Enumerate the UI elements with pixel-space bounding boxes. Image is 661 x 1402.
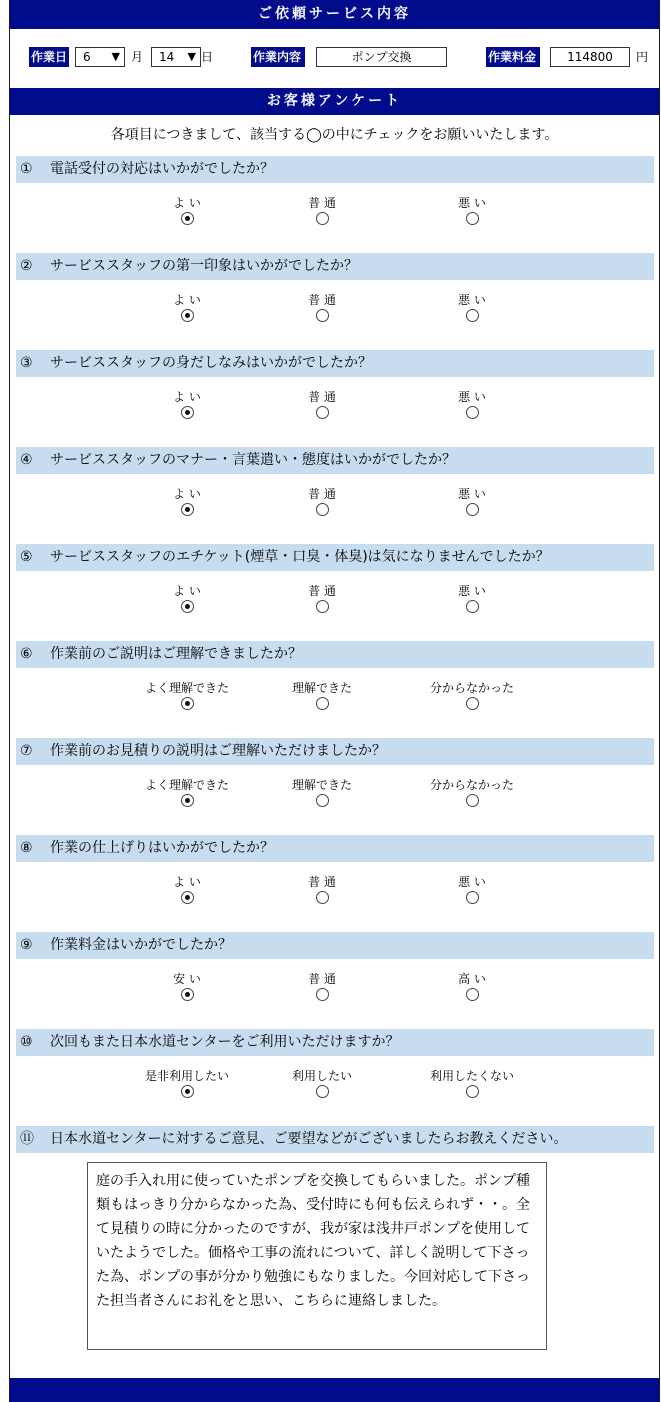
day-select[interactable] [151,47,201,67]
radio-option-label: よ い [173,196,201,210]
radio-button[interactable] [466,794,479,807]
radio-button[interactable] [466,988,479,1001]
radio-option[interactable] [262,972,382,1004]
radio-option[interactable] [412,1069,532,1101]
question-number: ⑪ [20,1131,34,1147]
service-content-header: ご依頼サービス内容 [10,0,659,29]
radio-button-checked[interactable] [181,600,194,613]
question-number: ④ [20,452,33,468]
radio-button[interactable] [466,600,479,613]
radio-option-label: 悪 い [458,584,486,598]
radio-button[interactable] [466,1085,479,1098]
question-text: サービススタッフのエチケット(煙草・口臭・体臭)は気になりませんでしたか？ [50,549,550,565]
radio-option-label: 悪 い [458,196,486,210]
radio-option[interactable] [262,584,382,616]
radio-option-label: よ い [173,390,201,404]
question-number: ⑩ [20,1034,33,1050]
question-text: 次回もまた日本水道センターをご利用いただけますか？ [50,1034,400,1050]
question-text: 日本水道センターに対するご意見、ご要望などがございましたらお教えください。 [50,1131,568,1147]
radio-button-checked[interactable] [181,309,194,322]
radio-option-label: 理解できた [291,778,352,792]
question-bar [16,253,654,280]
question-bar [16,1029,654,1056]
question-text: 作業前のご説明はご理解できましたか？ [50,646,302,662]
radio-option[interactable] [127,196,247,228]
question-number: ⑤ [20,549,33,565]
radio-button[interactable] [316,406,329,419]
question-text: 作業料金はいかがでしたか？ [50,937,232,953]
radio-option[interactable] [412,390,532,422]
radio-option-label: よ い [173,293,201,307]
question-number: ⑥ [20,646,33,662]
radio-button-checked[interactable] [181,406,194,419]
customer-survey-header: お客様アンケート [10,88,659,115]
radio-option[interactable] [412,196,532,228]
radio-button-checked[interactable] [181,697,194,710]
work-content-field: ポンプ交換 [316,47,447,67]
radio-button-checked[interactable] [181,1085,194,1098]
day-value: 14 [159,50,175,64]
month-value: 6 [83,50,91,64]
radio-button-checked[interactable] [181,988,194,1001]
radio-option[interactable] [262,293,382,325]
radio-option[interactable] [262,196,382,228]
radio-option[interactable] [127,778,247,810]
radio-option-label: 利用したい [291,1069,352,1083]
radio-option-label: よ い [173,487,201,501]
question-bar [16,835,654,862]
radio-option[interactable] [127,972,247,1004]
work-content-label: 作業内容 [251,47,305,67]
radio-option-label: 普 通 [308,293,336,307]
radio-option-label: 普 通 [308,390,336,404]
radio-option-label: 悪 い [458,875,486,889]
month-unit: 月 [131,50,144,64]
radio-option-label: 是非利用したい [144,1069,229,1083]
radio-option-label: 普 通 [308,875,336,889]
radio-option[interactable] [412,972,532,1004]
work-fee-label: 作業料金 [486,47,540,67]
radio-option[interactable] [412,293,532,325]
question-text: 作業の仕上げりはいかがでしたか？ [50,840,274,856]
radio-option[interactable] [127,1069,247,1101]
question-text: サービススタッフの身だしなみはいかがでしたか？ [50,355,372,371]
radio-option[interactable] [127,584,247,616]
question-text: 作業前のお見積りの説明はご理解いただけましたか？ [50,743,386,759]
radio-option[interactable] [412,584,532,616]
radio-option-label: 高 い [458,972,486,986]
work-fee-field: 114800 [550,47,630,67]
radio-button[interactable] [316,309,329,322]
radio-option-label: 悪 い [458,293,486,307]
radio-option[interactable] [127,875,247,907]
radio-option[interactable] [127,681,247,713]
question-text: 電話受付の対応はいかがでしたか？ [50,161,274,177]
service-info-row [10,45,659,71]
question-number: ⑦ [20,743,33,759]
radio-button[interactable] [316,794,329,807]
comment-textarea[interactable]: 庭の手入れ用に使っていたポンプを交換してもらいました。ポンプ種類もはっきり分からなかった為、受付時にも何も伝えられず・・。全て見積りの時に分かったのですが、我が家は浅井戸ポンプを使用していたようでした。価格や工事の流れについて、詳しく説明して下さった為、ポンプの事が分かり勉強にもなりました。今回対応して下さった担当者さんにお礼をと思い、こちらに連絡しました。 [87,1162,547,1350]
question-number: ① [20,161,33,177]
radio-option[interactable] [412,778,532,810]
radio-option-label: 普 通 [308,487,336,501]
radio-option-label: 安 い [173,972,201,986]
survey-instruction: 各項目につきまして、該当する◯の中にチェックをお願いいたします。 [110,127,559,143]
radio-option[interactable] [262,875,382,907]
radio-option-label: 悪 い [458,487,486,501]
question-bar [16,641,654,668]
fee-unit: 円 [636,50,649,64]
question-number: ② [20,258,33,274]
radio-option-label: 普 通 [308,196,336,210]
radio-option-label: よく理解できた [144,681,229,695]
radio-button[interactable] [466,212,479,225]
radio-option-label: よく理解できた [144,778,229,792]
radio-button[interactable] [316,600,329,613]
radio-button[interactable] [316,1085,329,1098]
question-bar [16,447,654,474]
radio-button[interactable] [316,503,329,516]
radio-option[interactable] [262,1069,382,1101]
question-bar [16,350,654,377]
radio-option-label: 普 通 [308,584,336,598]
radio-button[interactable] [466,891,479,904]
radio-option[interactable] [127,390,247,422]
radio-button[interactable] [466,697,479,710]
question-text: サービススタッフの第一印象はいかがでしたか？ [50,258,358,274]
survey-page [9,0,660,1402]
radio-button[interactable] [316,891,329,904]
question-number: ③ [20,355,33,371]
question-text: サービススタッフのマナー・言葉遣い・態度はいかがでしたか？ [50,452,456,468]
month-select[interactable] [75,47,125,67]
radio-option[interactable] [412,875,532,907]
radio-button-checked[interactable] [181,891,194,904]
chevron-down-icon: ▼ [111,50,120,63]
radio-option-label: 普 通 [308,972,336,986]
radio-option[interactable] [127,293,247,325]
radio-option[interactable] [262,681,382,713]
radio-button[interactable] [466,309,479,322]
radio-button[interactable] [316,212,329,225]
footer-band [10,1378,659,1402]
radio-button[interactable] [316,988,329,1001]
radio-option[interactable] [127,487,247,519]
radio-option-label: 理解できた [291,681,352,695]
radio-option[interactable] [262,390,382,422]
radio-option-label: よ い [173,875,201,889]
chevron-down-icon: ▼ [187,50,196,63]
radio-button-checked[interactable] [181,794,194,807]
radio-option-label: 分からなかった [429,681,514,695]
radio-button[interactable] [466,503,479,516]
radio-option-label: よ い [173,584,201,598]
radio-button[interactable] [316,697,329,710]
radio-option[interactable] [412,487,532,519]
question-bar [16,156,654,183]
question-bar [16,738,654,765]
question-number: ⑧ [20,840,33,856]
radio-option[interactable] [262,487,382,519]
radio-button-checked[interactable] [181,212,194,225]
question-bar [16,1126,654,1153]
question-number: ⑨ [20,937,33,953]
radio-option[interactable] [412,681,532,713]
radio-button[interactable] [466,406,479,419]
work-date-label: 作業日 [29,47,69,67]
radio-option-label: 利用したくない [429,1069,514,1083]
day-unit: 日 [201,50,214,64]
radio-option-label: 悪 い [458,390,486,404]
question-bar [16,932,654,959]
question-bar [16,544,654,571]
radio-option[interactable] [262,778,382,810]
radio-button-checked[interactable] [181,503,194,516]
radio-option-label: 分からなかった [429,778,514,792]
